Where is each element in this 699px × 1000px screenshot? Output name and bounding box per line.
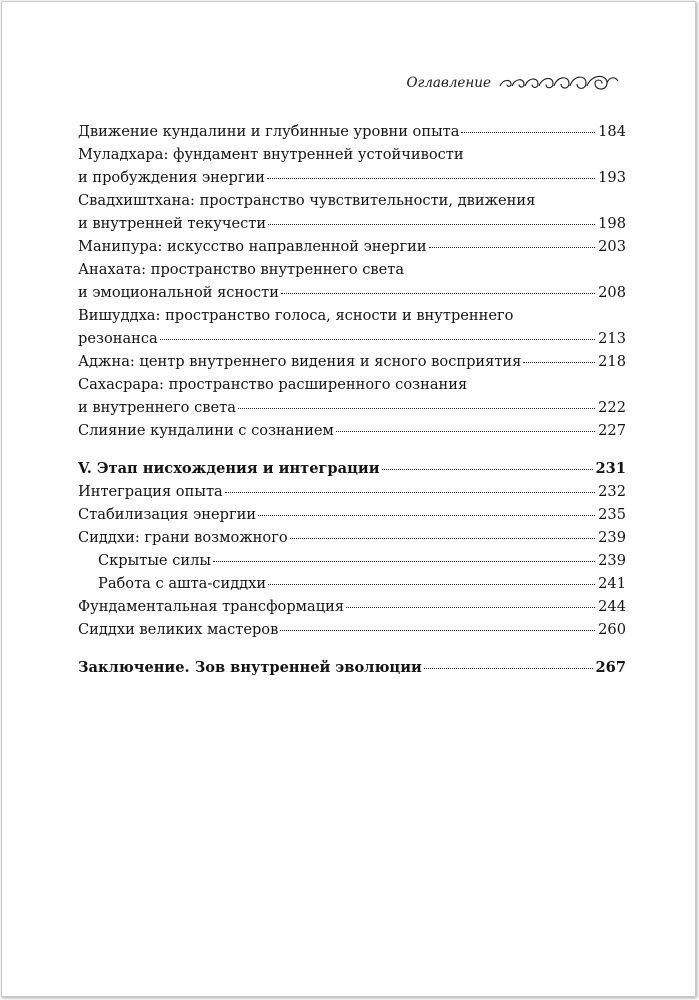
toc-page-number: 241 [598,575,626,592]
toc-dot-leader [280,630,595,631]
toc-conclusion[interactable] [78,656,626,679]
toc-page-number: 193 [598,169,626,186]
toc-entry-title-continued: и эмоциональной ясности [78,284,279,301]
toc-page-number: 235 [598,506,626,523]
toc-entry[interactable] [78,503,626,526]
toc-entry-title: Сахасрара: пространство расширенного сознания [78,376,468,393]
toc-entry[interactable] [78,120,626,143]
toc-page-number: 232 [598,483,626,500]
toc-entry[interactable] [78,595,626,618]
section-spacer [78,442,626,457]
toc-page-number: 222 [598,399,626,416]
toc-entry-title: Анахата: пространство внутреннего света [78,261,405,278]
toc-dot-leader [290,538,596,539]
toc-page-number: 213 [598,330,626,347]
toc-dot-leader [238,408,595,409]
toc-dot-leader [281,293,595,294]
toc-page-number: 198 [598,215,626,232]
toc-dot-leader [346,607,595,608]
toc-subentry[interactable] [78,572,626,595]
toc-entry-title-continued: и пробуждения энергии [78,169,265,186]
section-spacer [78,641,626,656]
toc-dot-leader [267,178,595,179]
toc-dot-leader [160,339,595,340]
toc-page-number: 239 [598,552,626,569]
toc-entry-title: Манипура: искусство направленной энергии [78,238,427,255]
toc-entry-title-continued: и внутреннего света [78,399,236,416]
toc-entry-title: Свадхиштхана: пространство чувствительности, движения [78,192,536,209]
toc-dot-leader [258,515,595,516]
toc-dot-leader [382,469,593,470]
toc-entry-title: Муладхара: фундамент внутренней устойчивости [78,146,464,163]
table-of-contents [78,120,626,679]
toc-entry-title: Движение кундалини и глубинные уровни опыта [78,123,460,140]
toc-entry[interactable] [78,373,626,419]
toc-page-number: 227 [598,422,626,439]
toc-entry[interactable] [78,235,626,258]
toc-page-number: 231 [595,460,626,477]
toc-entry[interactable] [78,350,626,373]
toc-section-heading[interactable] [78,457,626,480]
running-head-title: Оглавление [406,75,491,91]
toc-page-number: 218 [598,353,626,370]
toc-subentry-title: Работа с ашта-сиддхи [98,575,267,592]
toc-entry[interactable] [78,304,626,350]
spiral-ornament-icon [499,73,621,93]
toc-dot-leader [268,584,595,585]
running-head [406,73,621,93]
toc-entry[interactable] [78,189,626,235]
toc-subentry[interactable] [78,549,626,572]
toc-dot-leader [225,492,595,493]
toc-dot-leader [213,561,595,562]
toc-entry-title-continued: и внутренней текучести [78,215,267,232]
toc-entry-title-continued: резонанса [78,330,158,347]
toc-entry-title: Слияние кундалини с сознанием [78,422,334,439]
toc-page-number: 260 [598,621,626,638]
toc-dot-leader [424,668,593,669]
toc-dot-leader [336,431,595,432]
toc-conclusion-title: Заключение. Зов внутренней эволюции [78,659,422,676]
toc-entry-title: Вишуддха: пространство голоса, ясности и внутреннего [78,307,514,324]
toc-entry-title: Интеграция опыта [78,483,223,500]
toc-entry[interactable] [78,419,626,442]
toc-page-number: 184 [598,123,626,140]
toc-entry-title: Стабилизация энергии [78,506,257,523]
toc-entry-title: Сиддхи: грани возможного [78,529,288,546]
toc-dot-leader [268,224,595,225]
book-page [1,1,696,997]
toc-page-number: 267 [595,659,626,676]
toc-entry[interactable] [78,258,626,304]
toc-page-number: 208 [598,284,626,301]
toc-entry[interactable] [78,526,626,549]
toc-entry[interactable] [78,618,626,641]
toc-page-number: 203 [598,238,626,255]
toc-page-number: 244 [598,598,626,615]
toc-dot-leader [429,247,596,248]
toc-dot-leader [461,132,595,133]
toc-section-title: V. Этап нисхождения и интеграции [78,460,380,477]
toc-entry-title: Фундаментальная трансформация [78,598,345,615]
toc-entry[interactable] [78,143,626,189]
toc-page-number: 239 [598,529,626,546]
toc-subentry-title: Скрытые силы [98,552,211,569]
toc-entry-title: Сиддхи великих мастеров [78,621,279,638]
toc-entry[interactable] [78,480,626,503]
toc-dot-leader [523,362,595,363]
toc-entry-title: Аджна: центр внутреннего видения и ясного восприятия [78,353,522,370]
